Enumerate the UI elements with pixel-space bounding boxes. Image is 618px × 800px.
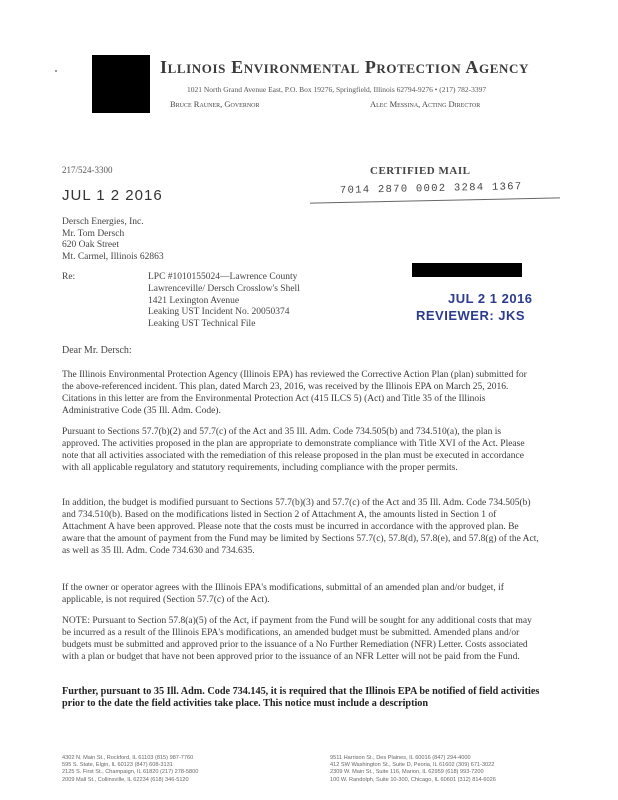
scan-speck: [55, 70, 57, 72]
re-line: Lawrenceville/ Dersch Crosslow's Shell: [148, 283, 300, 294]
footer-office: 412 SW Washington St., Suite D, Peoria, IL 61602 (309) 671-3022: [330, 762, 495, 769]
footer-offices-left: [62, 755, 198, 784]
paragraph-field-activities: Further, pursuant to 35 Ill. Adm. Code 734.145, it is required that the Illinois EPA be notified of field activities prior to the date the field activities take place. This notice must include a description: [62, 686, 540, 709]
paragraph-budget: In addition, the budget is modified pursuant to Sections 57.7(b)(3) and 57.7(c) of the Act and 35 Ill. Adm. Code 734.505(b) and 734.510(b). Based on the modifications listed in Section 2 of Attachment A, the amounts listed in Section 1 of Attachment A have been approved. Please note that the costs must be incurred in accordance with the approved plan. Be aware that the amount of payment from the Fund may be limited by Sections 57.7(c), 57.8(d), 57.8(e), and 57.8(g) of the Act, as well as 35 Ill. Adm. Code 734.630 and 734.635.: [62, 498, 539, 556]
agency-name: Illinois Environmental Protection Agency: [160, 57, 529, 77]
footer-office: 2009 Mall St., Collinsville, IL 62234 (618) 346-5120: [62, 776, 189, 783]
agency-address: 1021 North Grand Avenue East, P.O. Box 19276, Springfield, Illinois 62794-9276 • (217) 782-3397: [187, 85, 487, 94]
recipient-line: Mt. Carmel, Illinois 62863: [62, 251, 164, 262]
redacted-logo: [92, 55, 150, 113]
director-name: Alec Messina, Acting Director: [370, 99, 481, 109]
phone-number: 217/524-3300: [62, 165, 113, 175]
re-line: LPC #1010155024—Lawrence County: [148, 272, 298, 282]
salutation: Dear Mr. Dersch:: [62, 345, 132, 356]
footer-office: 100 W. Randolph, Suite 10-300, Chicago, IL 60601 (312) 814-6026: [330, 776, 496, 783]
re-line: Leaking UST Technical File: [148, 319, 256, 330]
paragraph-review: The Illinois Environmental Protection Agency (Illinois EPA) has reviewed the Corrective Action Plan (plan) submitted for the above-referenced incident. This plan, dated March 23, 2016, was received by the Illinois EPA on March 25, 2016. Citations in this letter are from the Environmental Protection Act (415 ILCS 5) (Act) and Title 35 of the Illinois Administrative Code (35 Ill. Adm. Code).: [62, 370, 527, 416]
paragraph-approval: Pursuant to Sections 57.7(b)(2) and 57.7(c) of the Act and 35 Ill. Adm. Code 734.505(b) and 734.510(a), the plan is approved. The activities proposed in the plan are appropriate to demonstrate compliance with Title XVI of the Act. Please note that all activities associated with the remediation of this release proposed in the plan must be executed in accordance with all applicable regulatory and statutory requirements, including compliance with the proper permits.: [62, 427, 525, 473]
recipient-address: [62, 217, 164, 263]
re-line: Leaking UST Incident No. 20050374: [148, 307, 290, 318]
recipient-line: Mr. Tom Dersch: [62, 228, 125, 239]
redacted-stamp-bar: [412, 263, 522, 277]
footer-office: 2125 S. First St., Champaign, IL 61820 (217) 278-5800: [62, 769, 199, 776]
reviewer-stamp: REVIEWER: JKS: [416, 308, 526, 323]
footer-office: 4302 N. Main St., Rockford, IL 61103 (815) 987-7760: [62, 755, 194, 761]
re-line: 1421 Lexington Avenue: [148, 295, 240, 306]
footer-office: 9511 Harrison St., Des Plaines, IL 60016 (847) 294-4000: [330, 755, 471, 761]
recipient-line: Dersch Energies, Inc.: [62, 217, 144, 227]
footer-office: 595 S. State, Elgin, IL 60123 (847) 608-3131: [62, 762, 173, 769]
tracking-underline: [310, 197, 560, 203]
recipient-line: 620 Oak Street: [62, 240, 119, 250]
governor-name: Bruce Rauner, Governor: [170, 99, 260, 109]
paragraph-note: NOTE: Pursuant to Section 57.8(a)(5) of the Act, if payment from the Fund will be sought for any additional costs that may be incurred as a result of the Illinois EPA's modifications, an amended budget must be submitted. Amended plans and/or budgets must be submitted and approved prior to the issuance of a No Further Remediation (NFR) Letter. Costs associated with a plan or budget that have not been approved prior to the issuance of an NFR Letter will not be paid from the Fund.: [62, 616, 532, 662]
re-label: Re:: [62, 272, 76, 282]
certified-mail-label: CERTIFIED MAIL: [370, 165, 471, 177]
letter-date: JUL 1 2 2016: [62, 187, 163, 204]
tracking-number: 7014 2870 0002 3284 1367: [339, 181, 523, 197]
re-block: [148, 272, 300, 331]
footer-offices-right: [330, 755, 496, 784]
received-stamp-date: JUL 2 1 2016: [448, 291, 533, 306]
footer-office: 2309 W. Main St., Suite 116, Marion, IL 62959 (618) 993-7200: [330, 769, 484, 776]
paragraph-owner-agreement: If the owner or operator agrees with the Illinois EPA's modifications, submittal of an amended plan and/or budget, if applicable, is not required (Section 57.7(c) of the Act).: [62, 583, 504, 605]
